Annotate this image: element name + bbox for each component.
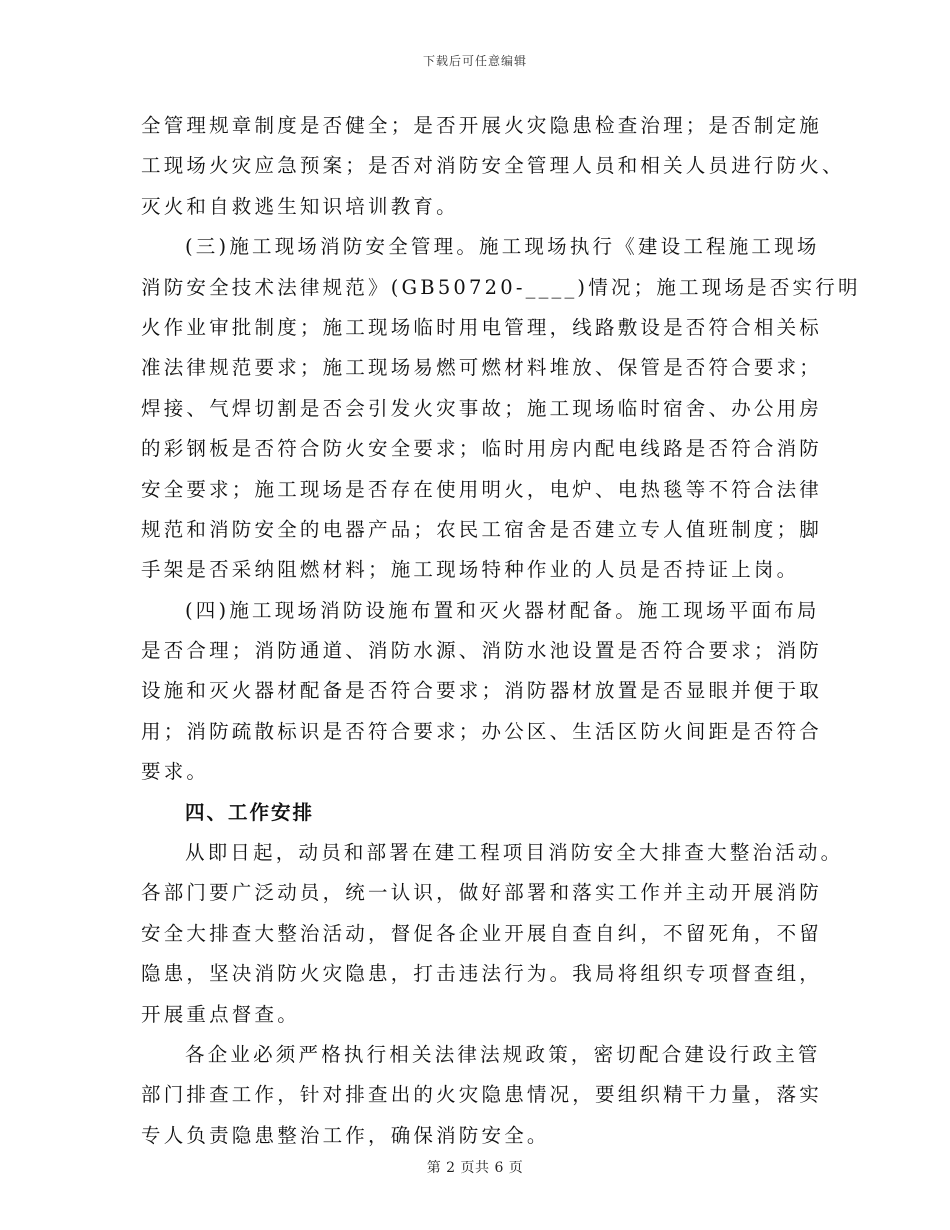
text-line: 全管理规章制度是否健全；是否开展火灾隐患检查治理；是否制定施 <box>141 114 823 137</box>
page-header: 下载后可任意编辑 <box>422 54 527 68</box>
text-line: 开展重点督查。 <box>141 1002 300 1026</box>
section-three-start: (三)施工现场消防安全管理。施工现场执行《建设工程施工现场 <box>185 235 820 259</box>
text-line: 手架是否采纳阻燃材料；施工现场特种作业的人员是否持证上岗。 <box>141 558 800 582</box>
paragraph-start: 各企业必须严格执行相关法律法规政策，密切配合建设行政主管 <box>185 1042 821 1066</box>
text-line: 安全要求；施工现场是否存在使用明火，电炉、电热毯等不符合法律 <box>141 477 823 501</box>
text-line: 设施和灭火器材配备是否符合要求；消防器材放置是否显眼并便于取 <box>141 679 823 703</box>
document-body <box>141 106 861 1156</box>
text-line: 规范和消防安全的电器产品；农民工宿舍是否建立专人值班制度；脚 <box>141 517 823 541</box>
text-line: 用；消防疏散标识是否符合要求；办公区、生活区防火间距是否符合 <box>141 719 823 743</box>
text-line: 隐患，坚决消防火灾隐患，打击违法行为。我局将组织专项督查组， <box>141 962 823 986</box>
text-line: 焊接、气焊切割是否会引发火灾事故；施工现场临时宿舍、办公用房 <box>141 396 823 420</box>
paragraph-start: 从即日起，动员和部署在建工程项目消防安全大排查大整治活动。 <box>185 841 844 865</box>
text-line: 工现场火灾应急预案；是否对消防安全管理人员和相关人员进行防火、 <box>141 154 845 178</box>
section-heading: 四、工作安排 <box>185 800 315 824</box>
text-line: 各部门要广泛动员，统一认识，做好部署和落实工作并主动开展消防 <box>141 881 823 905</box>
text-line: 的彩钢板是否符合防火安全要求；临时用房内配电线路是否符合消防 <box>141 437 823 461</box>
text-line: 消防安全技术法律规范》(GB50720-____)情况；施工现场是否实行明 <box>141 275 861 299</box>
page-number: 第 2 页共 6 页 <box>426 1160 524 1176</box>
text-line: 火作业审批制度；施工现场临时用电管理，线路敷设是否符合相关标 <box>141 315 823 339</box>
text-line: 准法律规范要求；施工现场易燃可燃材料堆放、保管是否符合要求； <box>141 356 823 380</box>
section-four-start: (四)施工现场消防设施布置和灭火器材配备。施工现场平面布局 <box>185 598 820 622</box>
text-line: 专人负责隐患整治工作，确保消防安全。 <box>141 1123 550 1147</box>
text-line: 要求。 <box>141 760 210 784</box>
text-line: 部门排查工作，针对排查出的火灾隐患情况，要组织精干力量，落实 <box>141 1083 823 1107</box>
text-line: 是否合理；消防通道、消防水源、消防水池设置是否符合要求；消防 <box>141 639 823 663</box>
text-line: 安全大排查大整治活动，督促各企业开展自查自纠，不留死角，不留 <box>141 921 823 945</box>
text-line: 灭火和自救逃生知识培训教育。 <box>141 194 459 218</box>
